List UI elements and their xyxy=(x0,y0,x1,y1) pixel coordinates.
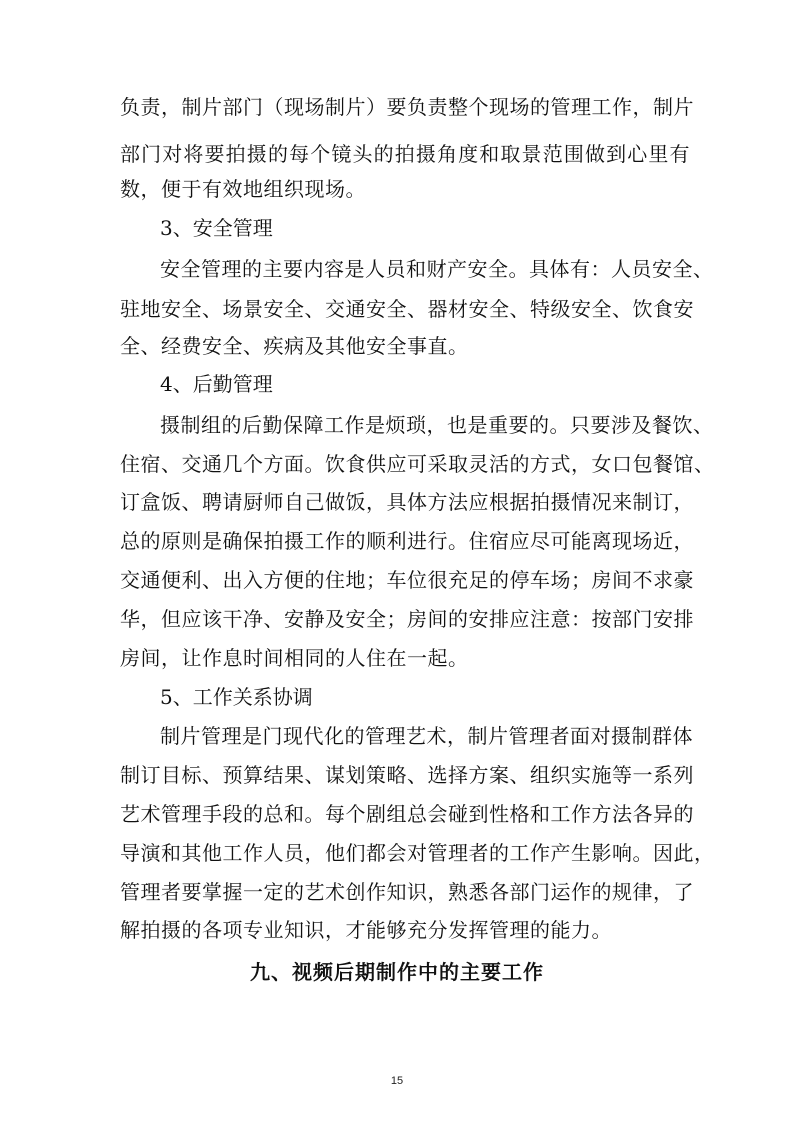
heading-safety-management: 3、安全管理 xyxy=(160,216,273,240)
paragraph-3-line-5: 交通便利、出入方便的住地；车位很充足的停车场；房间不求豪 xyxy=(120,568,694,592)
paragraph-4-line-3: 艺术管理手段的总和。每个剧组总会碰到性格和工作方法各异的 xyxy=(120,802,694,826)
paragraph-4-line-2: 制订目标、预算结果、谋划策略、选择方案、组织实施等一系列 xyxy=(120,763,694,787)
section-title: 九、视频后期制作中的主要工作 xyxy=(250,960,544,984)
heading-logistics-management: 4、后勤管理 xyxy=(160,372,273,396)
paragraph-3-line-4: 总的原则是确保拍摄工作的顺利进行。住宿应尽可能离现场近， xyxy=(120,529,694,553)
paragraph-2-line-1: 安全管理的主要内容是人员和财产安全。具体有：人员安全、 xyxy=(160,257,714,281)
paragraph-1-line-3: 数，便于有效地组织现场。 xyxy=(120,177,366,201)
paragraph-1-line-2: 部门对将要拍摄的每个镜头的拍摄角度和取景范围做到心里有 xyxy=(120,142,690,166)
page-number: 15 xyxy=(390,1075,404,1087)
paragraph-2-line-3: 全、经费安全、疾病及其他安全事直。 xyxy=(120,334,469,358)
paragraph-3-line-7: 房间，让作息时间相同的人住在一起。 xyxy=(120,646,469,670)
heading-work-relations: 5、工作关系协调 xyxy=(160,685,313,709)
paragraph-3-line-2: 住宿、交通几个方面。饮食供应可采取灵活的方式，女口包餐馆、 xyxy=(120,452,715,476)
paragraph-4-line-6: 解拍摄的各项专业知识，才能够充分发挥管理的能力。 xyxy=(120,918,612,942)
paragraph-1-line-1: 负责，制片部门（现场制片）要负责整个现场的管理工作，制片 xyxy=(120,95,694,119)
paragraph-2-line-2: 驻地安全、场景安全、交通安全、器材安全、特级安全、饮食安 xyxy=(120,297,694,321)
paragraph-4-line-5: 管理者要掌握一定的艺术创作知识，熟悉各部门运作的规律，了 xyxy=(120,880,694,904)
paragraph-3-line-6: 华，但应该干净、安静及安全；房间的安排应注意：按部门安排 xyxy=(120,607,694,631)
paragraph-3-line-1: 摄制组的后勤保障工作是烦琐，也是重要的。只要涉及餐饮、 xyxy=(160,413,714,437)
paragraph-3-line-3: 订盒饭、聘请厨师自己做饭，具体方法应根据拍摄情况来制订， xyxy=(120,490,694,514)
paragraph-4-line-1: 制片管理是门现代化的管理艺术，制片管理者面对摄制群体 xyxy=(160,724,693,748)
paragraph-4-line-4: 导演和其他工作人员，他们都会对管理者的工作产生影响。因此， xyxy=(120,841,715,865)
